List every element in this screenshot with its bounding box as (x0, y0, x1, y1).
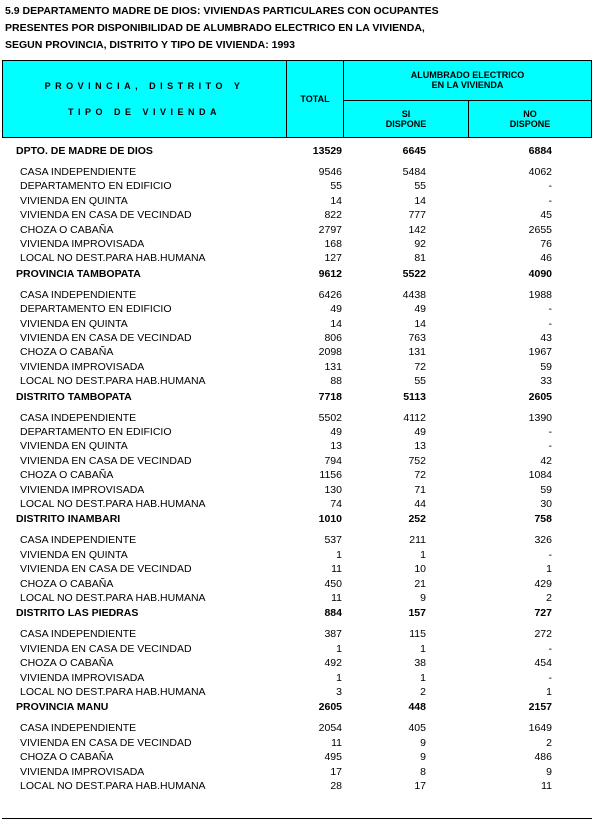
no-dispone-value: 1 (546, 563, 552, 576)
total-value: 2605 (318, 701, 342, 714)
table-row (0, 288, 595, 302)
row-label: VIVIENDA IMPROVISADA (20, 360, 145, 373)
no-dispone-value: 45 (540, 209, 552, 222)
si-dispone-value: 142 (408, 223, 426, 236)
total-value: 7718 (318, 390, 342, 403)
row-label: LOCAL NO DEST.PARA HAB.HUMANA (20, 780, 206, 792)
table-row (0, 721, 595, 735)
row-label: CHOZA O CABAÑA (20, 751, 114, 764)
row-label: VIVIENDA EN CASA DE VECINDAD (20, 332, 192, 344)
table-row (0, 165, 595, 179)
total-value: 884 (324, 607, 342, 620)
total-value: 127 (324, 252, 342, 265)
total-value: 1010 (318, 513, 342, 526)
header-si-dispone: SI DISPONE (344, 100, 469, 138)
si-dispone-value: 21 (414, 577, 426, 590)
table-row (0, 223, 595, 237)
table-row (0, 685, 595, 699)
no-dispone-value: 30 (540, 498, 552, 510)
si-dispone-value: 777 (408, 209, 426, 222)
row-label: PROVINCIA TAMBOPATA (16, 267, 141, 280)
table-row (0, 656, 595, 670)
si-dispone-value: 252 (408, 513, 426, 526)
no-dispone-value: 2 (546, 592, 552, 604)
total-value: 2797 (318, 223, 342, 236)
row-label: CASA INDEPENDIENTE (20, 628, 137, 641)
table-row (0, 439, 595, 453)
row-label: VIVIENDA EN QUINTA (20, 194, 128, 207)
total-value: 537 (324, 534, 342, 547)
si-dispone-value: 5113 (403, 390, 426, 403)
group-row (0, 512, 595, 526)
header-group-line2: EN LA VIVIENDA (431, 80, 504, 91)
table-header (2, 60, 592, 138)
total-value: 13529 (312, 145, 342, 157)
total-value: 28 (330, 780, 342, 792)
table-row (0, 562, 595, 576)
total-value: 49 (330, 303, 342, 316)
si-dispone-value: 763 (408, 332, 426, 344)
no-dispone-value: - (548, 642, 552, 655)
si-dispone-value: 10 (414, 563, 426, 576)
no-dispone-value: 326 (534, 534, 552, 547)
no-dispone-value: 1649 (528, 722, 552, 735)
table-row (0, 360, 595, 374)
si-dispone-value: 211 (409, 534, 426, 547)
row-label: VIVIENDA EN CASA DE VECINDAD (20, 642, 192, 655)
total-value: 55 (330, 180, 342, 193)
total-value: 11 (331, 592, 342, 604)
no-dispone-value: 59 (540, 360, 552, 373)
si-dispone-value: 49 (414, 303, 426, 316)
group-row (0, 144, 595, 158)
total-value: 11 (331, 563, 342, 576)
table-row (0, 345, 595, 359)
table-row (0, 577, 595, 591)
total-value: 5502 (318, 411, 342, 424)
si-dispone-value: 131 (408, 346, 426, 359)
row-label: CASA INDEPENDIENTE (20, 722, 137, 735)
total-value: 74 (330, 498, 342, 510)
row-label: CHOZA O CABAÑA (20, 469, 114, 482)
row-label: VIVIENDA IMPROVISADA (20, 765, 145, 778)
si-dispone-value: 1 (420, 671, 426, 684)
header-group-line1: ALUMBRADO ELECTRICO (410, 70, 525, 81)
si-dispone-value: 9 (420, 751, 426, 764)
total-value: 492 (324, 657, 342, 670)
si-dispone-value: 13 (414, 440, 426, 453)
total-value: 450 (324, 577, 342, 590)
table-row (0, 736, 595, 750)
header-province-district-type (3, 61, 287, 138)
si-dispone-value: 115 (409, 628, 426, 641)
total-value: 14 (330, 317, 342, 330)
no-dispone-value: - (548, 426, 552, 438)
header-col1-line1: PROVINCIA, DISTRITO Y (44, 81, 245, 91)
si-dispone-value: 55 (414, 375, 426, 388)
total-value: 131 (324, 360, 342, 373)
row-label: VIVIENDA EN QUINTA (20, 317, 128, 330)
table-row (0, 237, 595, 251)
total-value: 1 (336, 642, 342, 655)
total-value: 17 (330, 765, 342, 778)
header-no-dispone: NO DISPONE (469, 100, 592, 138)
row-label: CHOZA O CABAÑA (20, 346, 114, 359)
table-row (0, 483, 595, 497)
no-dispone-value: 11 (541, 780, 552, 792)
row-label: CASA INDEPENDIENTE (20, 534, 137, 547)
si-dispone-value: 752 (408, 454, 426, 467)
title-line: 5.9 DEPARTAMENTO MADRE DE DIOS: VIVIENDAS PARTICULARES CON OCUPANTES (5, 5, 439, 17)
total-value: 88 (330, 375, 342, 388)
table-row (0, 194, 595, 208)
si-dispone-value: 405 (408, 722, 426, 735)
no-dispone-value: 42 (540, 454, 552, 467)
si-dispone-value: 44 (414, 498, 426, 510)
total-value: 130 (324, 483, 342, 496)
si-dispone-value: 9 (420, 736, 426, 749)
si-dispone-value: 448 (408, 701, 426, 714)
title-line: SEGUN PROVINCIA, DISTRITO Y TIPO DE VIVIENDA: 1993 (5, 39, 295, 51)
no-dispone-value: 2605 (528, 390, 552, 403)
no-dispone-value: 2655 (528, 223, 552, 236)
table-row (0, 627, 595, 641)
total-value: 14 (330, 194, 342, 207)
si-dispone-value: 1 (420, 642, 426, 655)
row-label: VIVIENDA IMPROVISADA (20, 671, 145, 684)
total-value: 822 (324, 209, 342, 222)
no-dispone-value: 454 (534, 657, 552, 670)
table-row (0, 317, 595, 331)
total-value: 11 (331, 736, 342, 749)
group-row (0, 267, 595, 281)
row-label: LOCAL NO DEST.PARA HAB.HUMANA (20, 686, 206, 698)
no-dispone-value: 4062 (528, 166, 552, 178)
si-dispone-value: 6645 (402, 145, 426, 157)
si-dispone-value: 55 (414, 180, 426, 193)
si-dispone-value: 72 (414, 360, 426, 373)
no-dispone-value: 429 (534, 577, 552, 590)
table-row (0, 251, 595, 265)
row-label: DISTRITO INAMBARI (16, 513, 121, 526)
no-dispone-value: 727 (534, 607, 552, 620)
row-label: VIVIENDA IMPROVISADA (20, 483, 145, 496)
si-dispone-value: 49 (414, 426, 426, 438)
row-label: VIVIENDA EN CASA DE VECINDAD (20, 563, 192, 576)
header-total: TOTAL (287, 61, 344, 138)
row-label: LOCAL NO DEST.PARA HAB.HUMANA (20, 592, 206, 604)
row-label: PROVINCIA MANU (16, 701, 109, 714)
row-label: DISTRITO TAMBOPATA (16, 390, 132, 403)
si-dispone-value: 5484 (402, 166, 426, 178)
row-label: VIVIENDA EN CASA DE VECINDAD (20, 454, 192, 467)
header-col1-line2: TIPO DE VIVIENDA (67, 107, 221, 117)
table-row (0, 497, 595, 511)
table-row (0, 671, 595, 685)
table-row (0, 591, 595, 605)
table-row (0, 411, 595, 425)
no-dispone-value: 4090 (528, 267, 552, 280)
row-label: DEPARTAMENTO EN EDIFICIO (20, 180, 172, 193)
si-dispone-value: 2 (420, 686, 426, 698)
no-dispone-value: 1967 (528, 346, 552, 359)
no-dispone-value: 2 (546, 736, 552, 749)
total-value: 1156 (319, 469, 342, 482)
row-label: CHOZA O CABAÑA (20, 577, 114, 590)
table-row (0, 642, 595, 656)
total-value: 9612 (318, 267, 342, 280)
total-value: 1 (336, 548, 342, 561)
no-dispone-value: 6884 (528, 145, 552, 157)
table-row (0, 179, 595, 193)
total-value: 49 (330, 426, 342, 438)
header-electric-lighting (344, 61, 592, 101)
row-label: DPTO. DE MADRE DE DIOS (16, 145, 153, 157)
table-row (0, 468, 595, 482)
row-label: LOCAL NO DEST.PARA HAB.HUMANA (20, 252, 206, 265)
si-dispone-value: 1 (420, 548, 426, 561)
table-row (0, 750, 595, 764)
no-dispone-value: 59 (540, 483, 552, 496)
si-dispone-value: 157 (408, 607, 426, 620)
no-dispone-value: - (548, 548, 552, 561)
row-label: VIVIENDA EN CASA DE VECINDAD (20, 209, 192, 222)
si-dispone-value: 72 (414, 469, 426, 482)
no-dispone-value: 33 (540, 375, 552, 388)
total-value: 6426 (318, 288, 342, 301)
no-dispone-value: 46 (540, 252, 552, 265)
no-dispone-value: 486 (534, 751, 552, 764)
no-dispone-value: 9 (546, 765, 552, 778)
row-label: VIVIENDA IMPROVISADA (20, 238, 145, 250)
group-row (0, 390, 595, 404)
no-dispone-value: 1084 (528, 469, 552, 482)
no-dispone-value: - (548, 303, 552, 316)
si-dispone-value: 4112 (403, 411, 426, 424)
row-label: LOCAL NO DEST.PARA HAB.HUMANA (20, 375, 206, 388)
bottom-rule (2, 818, 592, 819)
table-row (0, 548, 595, 562)
no-dispone-value: 2157 (528, 701, 552, 714)
row-label: DISTRITO LAS PIEDRAS (16, 607, 139, 620)
row-label: CASA INDEPENDIENTE (20, 166, 137, 178)
no-dispone-value: 76 (540, 238, 552, 250)
row-label: DEPARTAMENTO EN EDIFICIO (20, 303, 172, 316)
table-row (0, 425, 595, 439)
no-dispone-value: - (548, 671, 552, 684)
no-dispone-value: 758 (534, 513, 552, 526)
row-label: CHOZA O CABAÑA (20, 657, 114, 670)
no-dispone-value: 43 (540, 332, 552, 344)
row-label: CASA INDEPENDIENTE (20, 411, 137, 424)
si-dispone-value: 14 (414, 194, 426, 207)
si-dispone-value: 92 (414, 238, 426, 250)
row-label: LOCAL NO DEST.PARA HAB.HUMANA (20, 498, 206, 510)
si-dispone-value: 81 (414, 252, 426, 265)
table-row (0, 302, 595, 316)
row-label: VIVIENDA EN QUINTA (20, 548, 128, 561)
no-dispone-value: - (548, 194, 552, 207)
total-value: 1 (336, 671, 342, 684)
no-dispone-value: 272 (534, 628, 552, 641)
table-row (0, 454, 595, 468)
table-row (0, 331, 595, 345)
table-row (0, 533, 595, 547)
row-label: CHOZA O CABAÑA (20, 223, 114, 236)
si-dispone-value: 4438 (402, 288, 426, 301)
si-dispone-value: 17 (414, 780, 426, 792)
total-value: 2054 (318, 722, 342, 735)
no-dispone-value: 1988 (528, 288, 552, 301)
table-row (0, 208, 595, 222)
si-dispone-value: 14 (414, 317, 426, 330)
table-row (0, 779, 595, 793)
si-dispone-value: 38 (414, 657, 426, 670)
no-dispone-value: - (548, 440, 552, 453)
no-dispone-value: 1 (546, 686, 552, 698)
total-value: 806 (324, 332, 342, 344)
si-dispone-value: 9 (420, 592, 426, 604)
no-dispone-value: - (548, 180, 552, 193)
total-value: 2098 (318, 346, 342, 359)
total-value: 3 (336, 686, 342, 698)
row-label: CASA INDEPENDIENTE (20, 288, 137, 301)
row-label: DEPARTAMENTO EN EDIFICIO (20, 426, 172, 438)
total-value: 495 (324, 751, 342, 764)
no-dispone-value: 1390 (528, 411, 552, 424)
table-title (5, 3, 439, 54)
si-dispone-value: 8 (420, 765, 426, 778)
row-label: VIVIENDA EN QUINTA (20, 440, 128, 453)
table-row (0, 374, 595, 388)
group-row (0, 606, 595, 620)
total-value: 168 (324, 238, 342, 250)
si-dispone-value: 71 (414, 483, 426, 496)
total-value: 13 (330, 440, 342, 453)
title-line: PRESENTES POR DISPONIBILIDAD DE ALUMBRADO ELECTRICO EN LA VIVIENDA, (5, 22, 425, 34)
total-value: 387 (324, 628, 342, 641)
row-label: VIVIENDA EN CASA DE VECINDAD (20, 736, 192, 749)
total-value: 794 (324, 454, 342, 467)
group-row (0, 700, 595, 714)
table-row (0, 765, 595, 779)
si-dispone-value: 5522 (402, 267, 426, 280)
no-dispone-value: - (548, 317, 552, 330)
total-value: 9546 (318, 166, 342, 178)
